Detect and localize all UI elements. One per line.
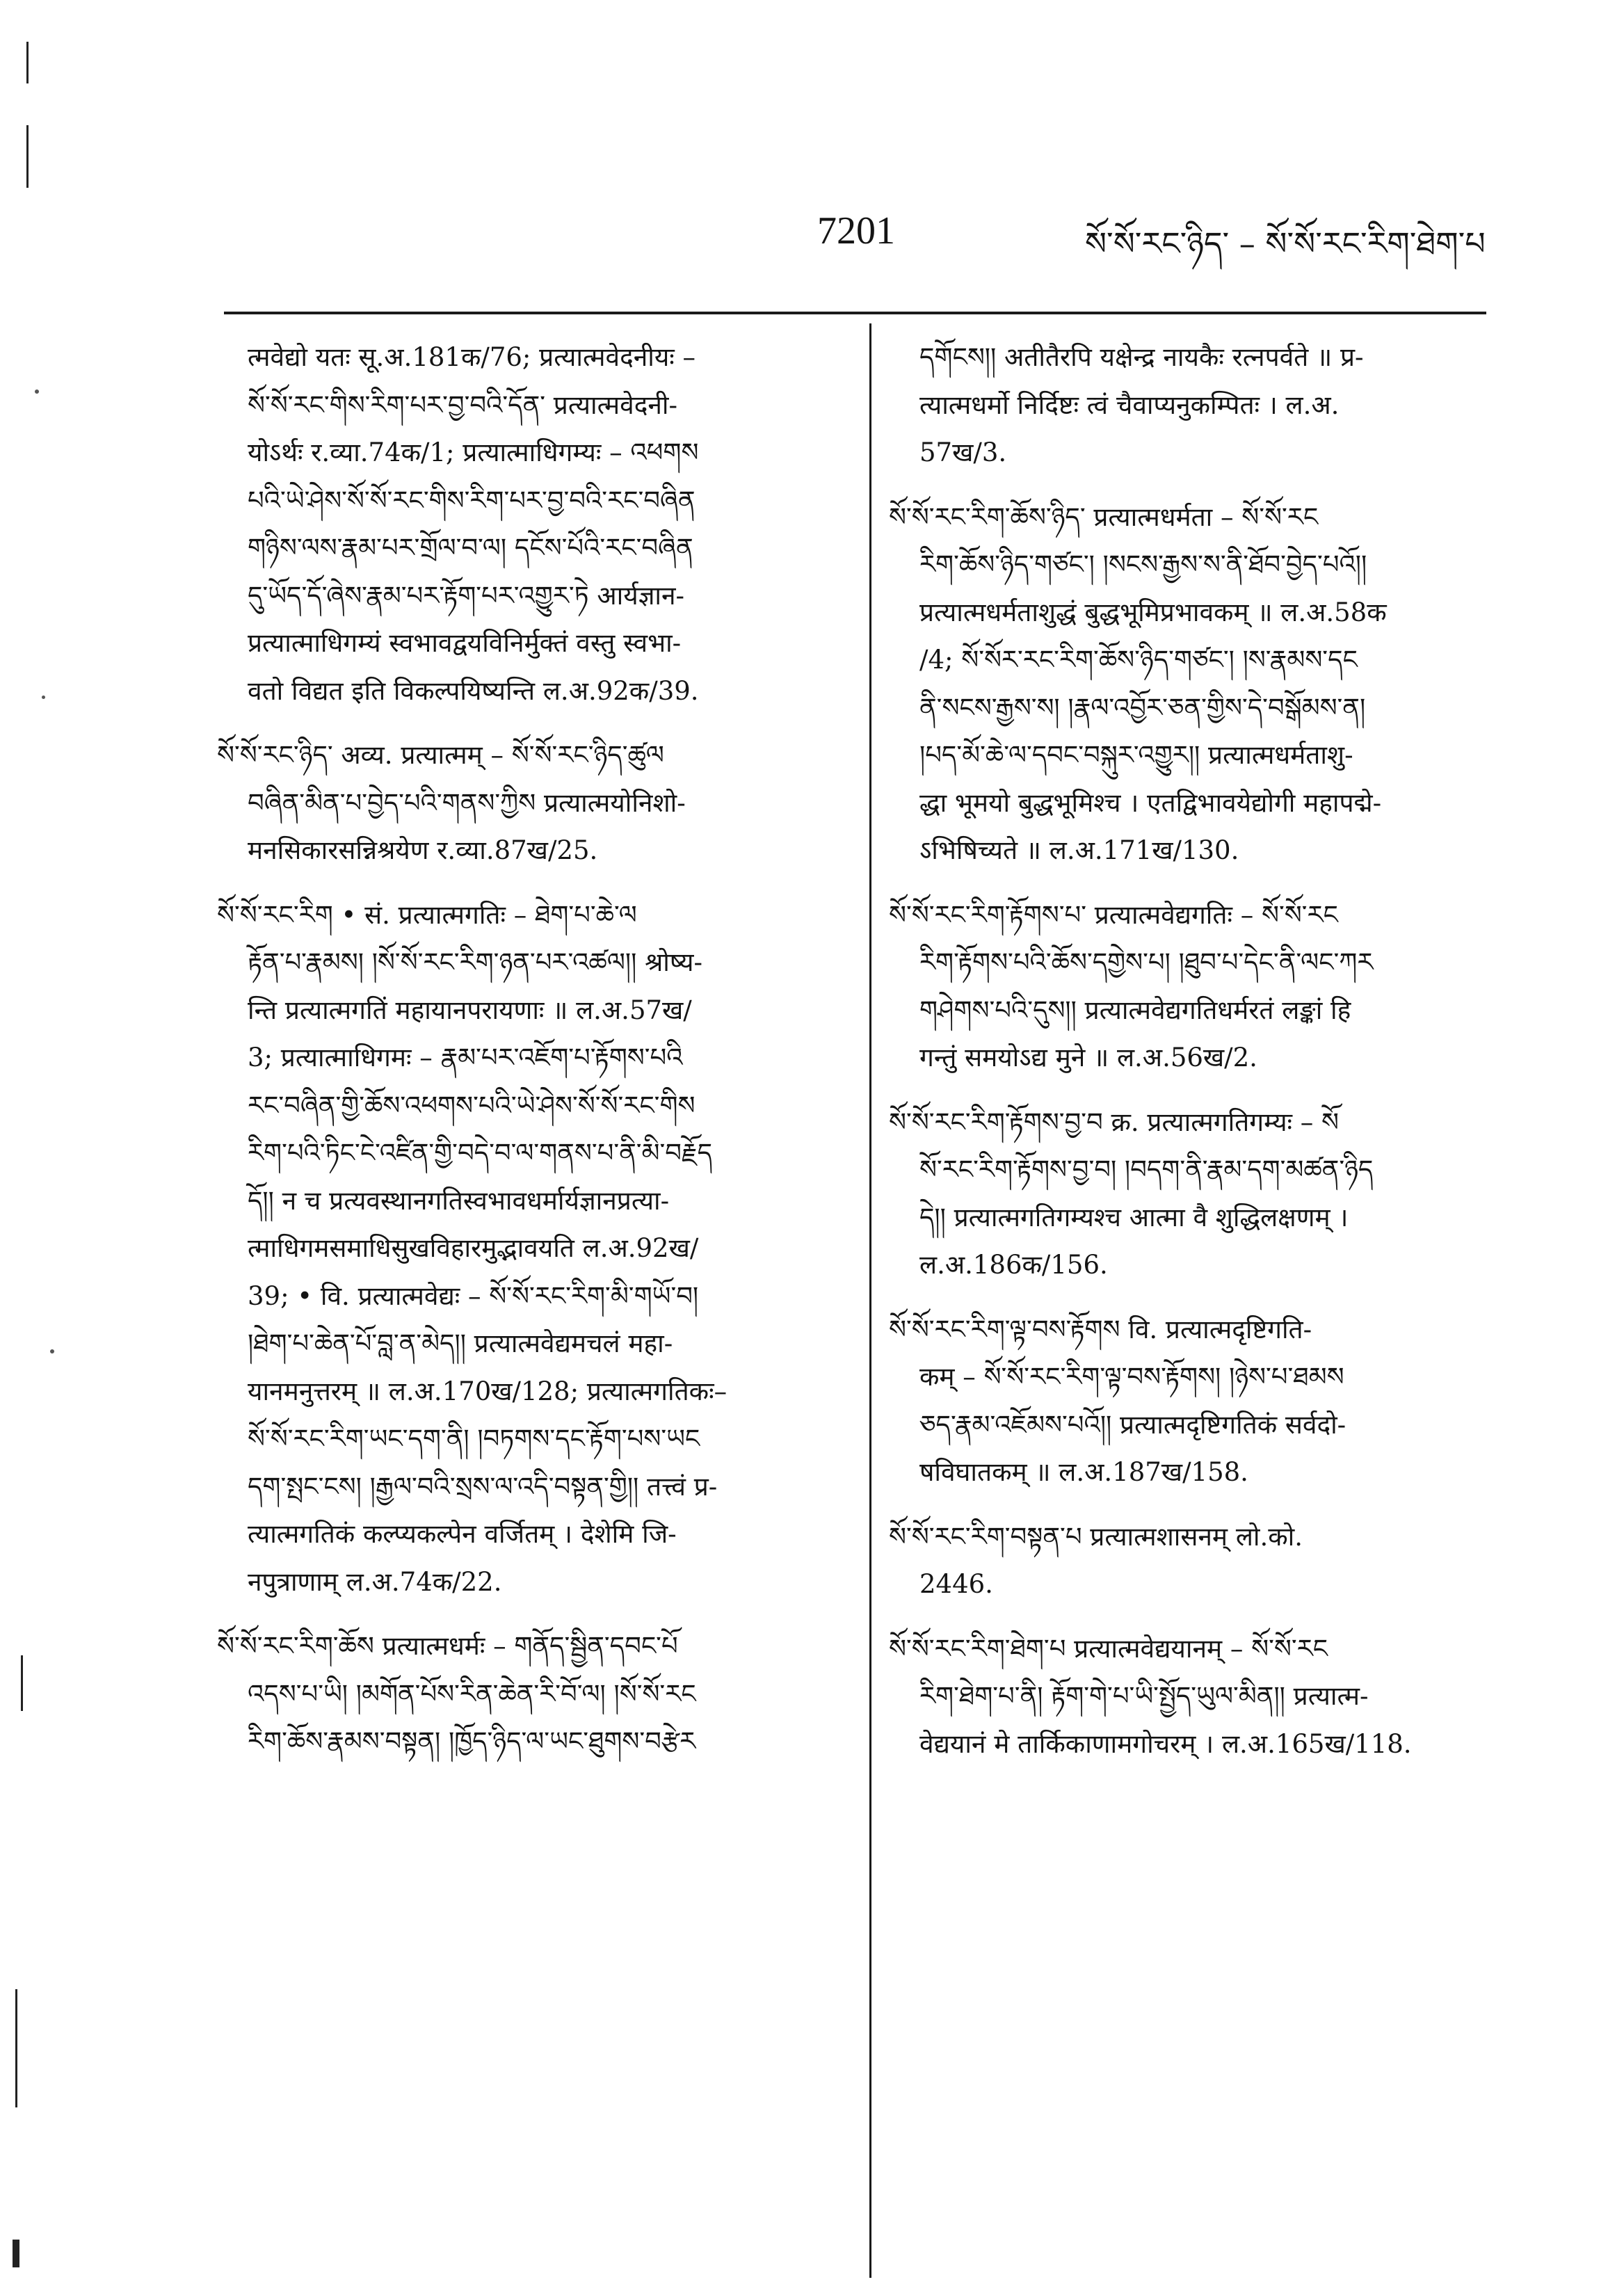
entry-line: 3; प्रत्यात्माधिगमः – རྣམ་པར་འཇོག་པ་རྟོགས་པའི (248, 1043, 683, 1072)
entry-line: /4; སོ་སོར་རང་རིག་ཆོས་ཉིད་གཙང་། །ས་རྣམས་དང (919, 645, 1358, 675)
entry-line: षविघातकम् ॥ ल.अ.187ख/158. (919, 1457, 1248, 1487)
headword-line: སོ་སོ་རང་རིག་ཐེག་པ प्रत्यात्मवेद्ययानम् – སོ་སོ་རང (889, 1633, 1328, 1664)
headword-line: སོ་སོ་རང་ཉིད་ अव्य. प्रत्यात्मम् – སོ་སོ་རང་ཉིད་ཚུལ (217, 740, 664, 770)
entry-line: द्धा भूमयो बुद्धभूमिश्च । एतद्विभावयेद्योगी महापद्मे- (919, 787, 1382, 818)
entry-line: त्यात्मगतिकं कल्प्यकल्पेन वर्जितम् । देशेमि जि- (248, 1519, 677, 1549)
entry-line: དགོངས།། अतीतैरपि यक्षेन्द्र नायकैः रत्नपर्वते ॥ प्र- (919, 342, 1364, 372)
column-divider (869, 323, 871, 2278)
headword-line: སོ་སོ་རང་རིག་བསྟན་པ प्रत्यात्मशासनम् लो.को. (889, 1521, 1303, 1552)
entry-line: ནི་སངས་རྒྱས་ས། །རྣལ་འབྱོར་ཅན་གྱིས་དེ་བསྒོམས་ན། (919, 692, 1366, 723)
running-head: སོ་སོ་རང་ཉིད་ – སོ་སོ་རང་རིག་ཐེག་པ (1085, 225, 1486, 262)
entry-line: ऽभिषिच्यते ॥ ल.अ.171ख/130. (919, 835, 1239, 865)
entry-line: བཞིན་མིན་པ་བྱེད་པའི་གནས་ཀྱིས प्रत्यात्मयोनिशो- (248, 787, 686, 818)
entry-line: རིག་ཆོས་ཉིད་གཙང་། །སངས་རྒྱས་ས་ནི་ཐོབ་བྱེད་པའོ།། (919, 549, 1367, 579)
entry-line: གཤེགས་པའི་དུས།། प्रत्यात्मवेद्यगतिधर्मरतं लङ्कां हि (919, 995, 1351, 1025)
entry-line: དག་སྤང་ངས། །རྒྱལ་བའི་སྲས་ལ་འདི་བསྟན་གྱི།། तत्त्वं प्र- (248, 1471, 718, 1502)
entry-line: गन्तुं समयोऽद्य मुने ॥ ल.अ.56ख/2. (919, 1043, 1257, 1072)
entry-line: རིག་ཐེག་པ་ནི། རྟོག་གེ་པ་ཡི་སྤྱོད་ཡུལ་མིན།། प्रत्यात्म- (919, 1681, 1369, 1711)
entry-line: འདས་པ་ཡི། །མགོན་པོས་རིན་ཆེན་རི་བོ་ལ། །སོ་སོ་རང (248, 1678, 696, 1709)
entry-line: རིག་རྟོགས་པའི་ཆོས་དགྱེས་པ། །ཐུབ་པ་དེང་ནི་ལང་ཀར (919, 947, 1374, 977)
margin-mark (15, 1989, 17, 2107)
entry-line: །ཐེག་པ་ཆེན་པོ་བླ་ན་མེད།། प्रत्यात्मवेद्यमचलं महा- (248, 1328, 673, 1358)
entry-line: प्रत्यात्माधिगम्यं स्वभावद्वयविनिर्मुक्तं वस्तु स्वभा- (248, 628, 682, 658)
entry-line: नपुत्राणाम् ल.अ.74क/22. (248, 1566, 502, 1597)
margin-mark (21, 1655, 23, 1711)
headword-line: སོ་སོ་རང་རིག་ཆོས་ཉིད་ प्रत्यात्मधर्मता – སོ་སོ་རང (889, 501, 1319, 532)
entry-line: त्मवेद्यो यतः सू.अ.181क/76; प्रत्यात्मवेदनीयः – (248, 342, 696, 372)
headword-line: སོ་སོ་རང་རིག་ཆོས प्रत्यात्मधर्मः – གནོད་སྦྱིན་དབང་པོ (217, 1631, 678, 1661)
entry-line: དོ།། न च प्रत्यवस्थानगतिस्वभावधर्मार्यज्ञानप्रत्या- (248, 1185, 670, 1216)
entry-line: 2446. (919, 1569, 993, 1599)
speck (42, 696, 45, 699)
entry-line: कम् – སོ་སོ་རང་རིག་ལྟ་བས་རྟོགས། །ཉེས་པ་ཐམས (919, 1362, 1344, 1392)
headword-line: སོ་སོ་རང་རིག་རྟོགས་བྱ་བ क्र. प्रत्यात्मगतिगम्यः – སོ (889, 1107, 1340, 1137)
page-number: 7201 (817, 209, 895, 252)
left-column (217, 334, 839, 1766)
entry-line: मनसिकारसन्निश्रयेण र.व्या.87ख/25. (248, 835, 598, 865)
margin-mark (26, 125, 29, 188)
headword-line: སོ་སོ་རང་རིག་ལྟ་བས་རྟོགས वि. प्रत्यात्मदृष्टिगति- (889, 1314, 1312, 1344)
entry-line: རང་བཞིན་གྱི་ཆོས་འཕགས་པའི་ཡེ་ཤེས་སོ་སོ་རང་གིས (248, 1090, 696, 1120)
entry-line: རྟོན་པ་རྣམས། །སོ་སོ་རང་རིག་ཉན་པར་འཚལ།། श्रोष्य- (248, 947, 702, 977)
entry-line: न्ति प्रत्यात्मगतिं महायानपरायणाः ॥ ल.अ.57ख/ (248, 995, 692, 1025)
right-column (889, 334, 1501, 1768)
entry-line: སོ་རང་རིག་རྟོགས་བྱ་བ། །བདག་ནི་རྣམ་དག་མཚན་ཉིད (919, 1155, 1374, 1184)
entry-line: རིག་ཆོས་རྣམས་བསྟན། །ཁྱོད་ཉིད་ལ་ཡང་ཐུགས་བརྩེར (248, 1726, 696, 1756)
entry-line: वेद्ययानं मे तार्किकाणामगोचरम् । ल.अ.165ख/118. (919, 1728, 1412, 1759)
headword-line: སོ་སོ་རང་རིག་རྟོགས་པ་ प्रत्यात्मवेद्यगतिः – སོ་སོ་རང (889, 899, 1338, 930)
margin-mark (26, 42, 29, 83)
entry-line: །པད་མོ་ཆེ་ལ་དབང་བསྐུར་འགྱུར།། प्रत्यात्मधर्मताशु- (919, 740, 1353, 770)
entry-line: པའི་ཡེ་ཤེས་སོ་སོ་རང་གིས་རིག་པར་བྱ་བའི་རང་བཞིན (248, 485, 696, 515)
entry-line: དུ་ཡོད་དོ་ཞེས་རྣམ་པར་རྟོག་པར་འགྱུར་ཏེ आर्यज्ञान- (248, 580, 685, 611)
entry-line: སོ་སོ་རང་རིག་ཡང་དག་ནི། །བཏགས་དང་རྟོག་པས་ཡང (248, 1424, 700, 1454)
entry-line: སོ་སོ་རང་གིས་རིག་པར་བྱ་བའི་དོན་ प्रत्यात्मवेदनी- (248, 389, 677, 420)
entry-line: 57ख/3. (919, 437, 1007, 467)
entry-line: योऽर्थः र.व्या.74क/1; प्रत्यात्माधिगम्यः – འཕགས (248, 437, 699, 467)
header-rule (224, 312, 1486, 314)
entry-line: त्यात्मधर्मो निर्दिष्टः त्वं चैवाप्यनुकम्पितः । ल.अ. (919, 389, 1340, 420)
entry-line: ཅད་རྣམ་འཇོམས་པའོ།། प्रत्यात्मदृष्टिगतिकं सर्वदो- (919, 1409, 1346, 1440)
speck (50, 1349, 54, 1353)
margin-mark (13, 2240, 19, 2267)
entry-line: ल.अ.186क/156. (919, 1250, 1108, 1280)
entry-line: དེ།། प्रत्यात्मगतिगम्यश्च आत्मा वै शुद्धिलक्षणम् । (919, 1202, 1349, 1232)
headword-line: སོ་སོ་རང་རིག • सं. प्रत्यात्मगतिः – ཐེག་པ་ཆེ་ལ (217, 899, 637, 930)
entry-line: प्रत्यात्मधर्मताशुद्धं बुद्धभूमिप्रभावकम् ॥ ल.अ.58क (919, 597, 1387, 627)
entry-line: वतो विद्यत इति विकल्पयिष्यन्ति ल.अ.92क/39. (248, 675, 699, 706)
entry-line: यानमनुत्तरम् ॥ ल.अ.170ख/128; प्रत्यात्मगतिकः– (248, 1376, 727, 1406)
speck (35, 389, 39, 394)
entry-line: त्माधिगमसमाधिसुखविहारमुद्भावयति ल.अ.92ख/ (248, 1233, 699, 1263)
entry-line: 39; • वि. प्रत्यात्मवेद्यः – སོ་སོ་རང་རིག་མི་གཡོ་བ། (248, 1280, 699, 1311)
entry-line: རིག་པའི་ཏིང་ངེ་འཛིན་གྱི་བདེ་བ་ལ་གནས་པ་ནི་མི་བརྗོད (248, 1138, 712, 1168)
entry-line: གཉིས་ལས་རྣམ་པར་གྲོལ་བ་ལ། དངོས་པོའི་རང་བཞིན (248, 533, 693, 563)
